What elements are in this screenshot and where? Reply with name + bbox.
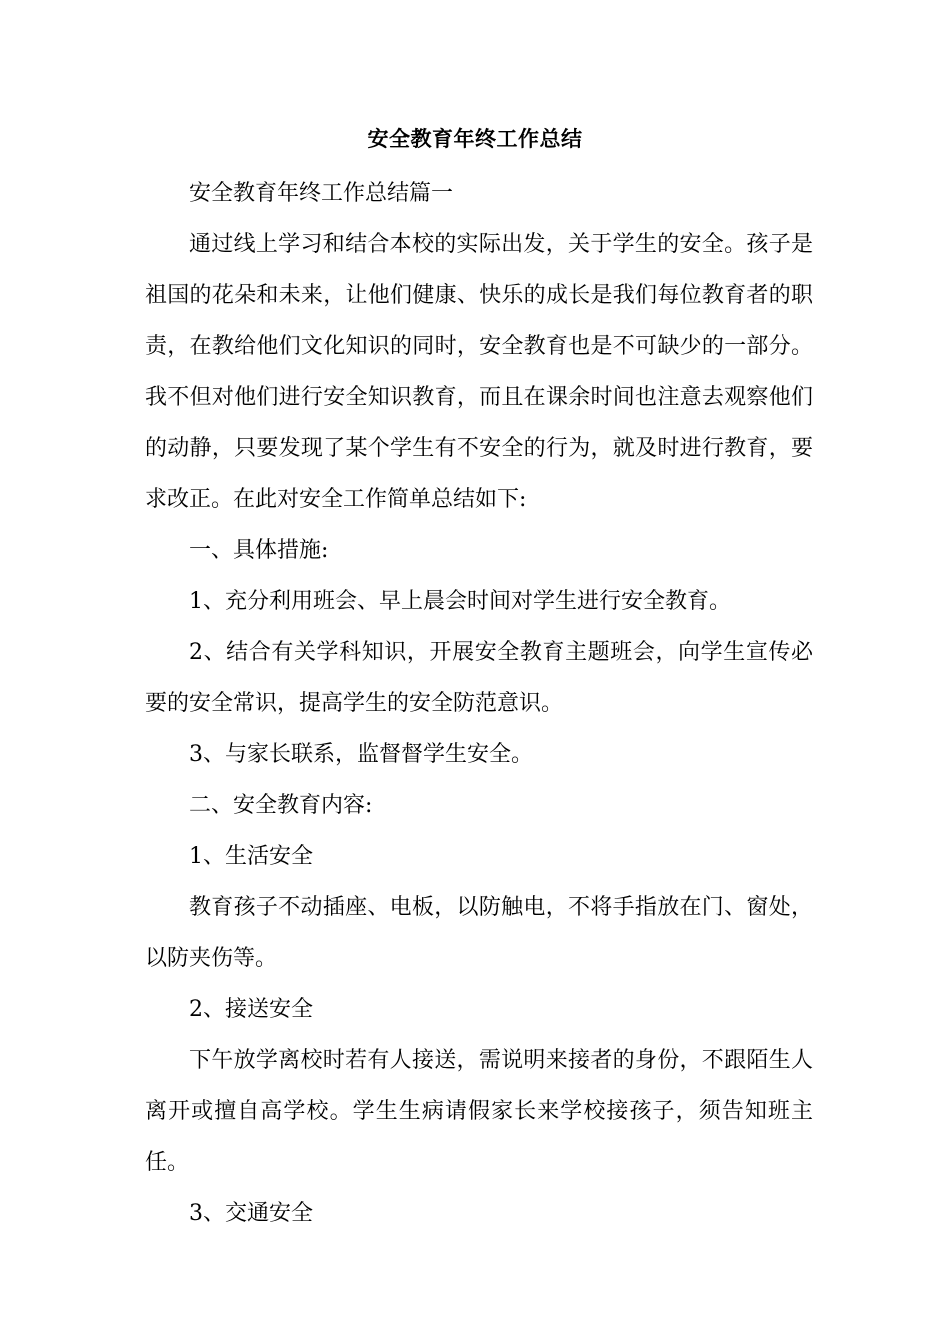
paragraph: 下午放学离校时若有人接送，需说明来接者的身份，不跟陌生人离开或擅自高学校。学生生病请假家长来学校接孩子，须告知班主任。: [145, 1048, 813, 1175]
paragraph: 安全教育年终工作总结篇一: [189, 181, 454, 206]
paragraph: 3、交通安全: [189, 1201, 313, 1226]
paragraph: 1、充分利用班会、早上晨会时间对学生进行安全教育。: [189, 589, 731, 614]
paragraph: 通过线上学习和结合本校的实际出发，关于学生的安全。孩子是祖国的花朵和未来，让他们健康、快乐的成长是我们每位教育者的职责，在教给他们文化知识的同时，安全教育也是不可缺少的一部分。我不但对他们进行安全知识教育，而且在课余时间也注意去观察他们的动静，只要发现了某个学生有不安全的行为，就及时进行教育，要求改正。在此对安全工作简单总结如下:: [145, 232, 813, 512]
paragraph: 2、接送安全: [189, 997, 313, 1022]
document-title: 安全教育年终工作总结: [367, 126, 583, 151]
paragraph: 二、安全教育内容:: [189, 793, 373, 818]
paragraph: 3、与家长联系，监督督学生安全。: [189, 742, 533, 767]
paragraph: 1、生活安全: [189, 844, 313, 869]
document-body: [145, 168, 813, 1239]
paragraph: 2、结合有关学科知识，开展安全教育主题班会，向学生宣传必要的安全常识，提高学生的安全防范意识。: [145, 640, 813, 716]
paragraph: 教育孩子不动插座、电板，以防触电，不将手指放在门、窗处，以防夹伤等。: [145, 895, 813, 971]
paragraph: 一、具体措施:: [189, 538, 329, 563]
